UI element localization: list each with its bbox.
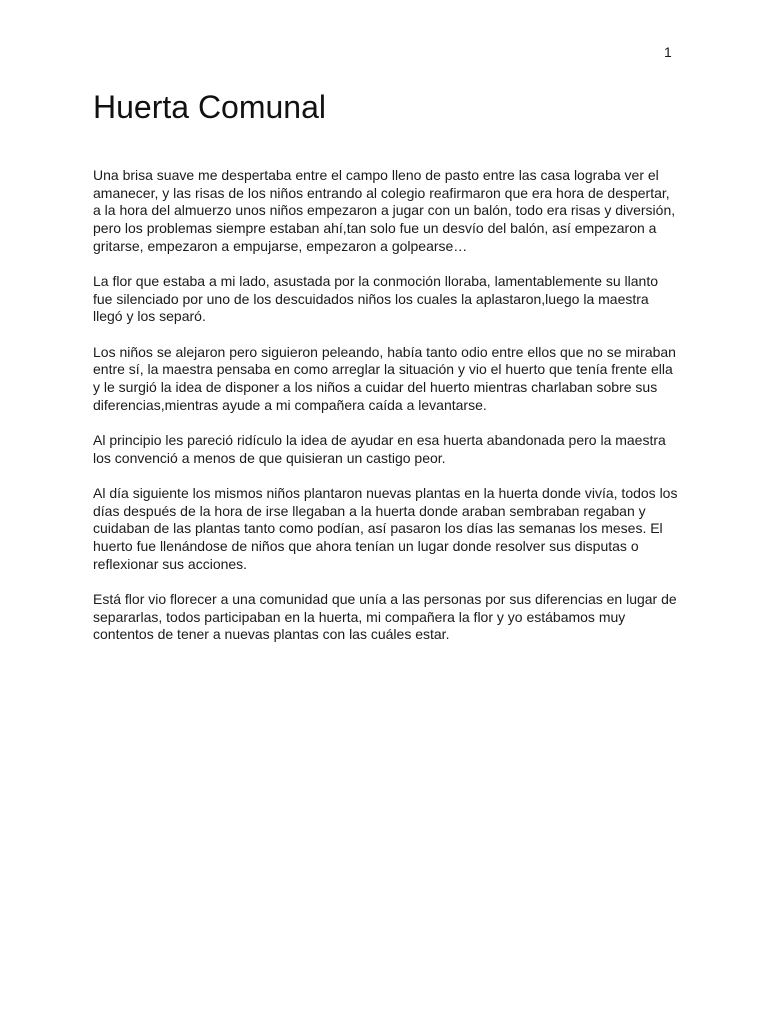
paragraph: La flor que estaba a mi lado, asustada por la conmoción lloraba, lamentablemente su llanto fue silenciado por uno de los descuidados niños los cuales la aplastaron,luego la maestra llegó y los separó. [93,273,659,325]
paragraph: Una brisa suave me despertaba entre el campo lleno de pasto entre las casa lograba ver el amanecer, y las risas de los niños entrando al colegio reafirmaron que era hora de despertar, a la hora del almuerzo unos niños empezaron a jugar con un balón, todo era risas y diversión, pero los problemas siempre estaban ahí,tan solo fue un desvío del balón, así empezaron a gritarse, empezaron a empujarse, empezaron a golpearse… [93,167,676,254]
paragraph: Los niños se alejaron pero siguieron peleando, había tanto odio entre ellos que no se miraban entre sí, la maestra pensaba en como arreglar la situación y vio el huerto que tenía frente ella y le surgió la idea de disponer a los niños a cuidar del huerto mientras charlaban sobre sus diferencias,mientras ayude a mi compañera caída a levantarse. [93,343,676,413]
document-body [93,167,678,661]
document-title: Huerta Comunal [93,89,326,125]
paragraph: Al principio les pareció ridículo la idea de ayudar en esa huerta abandonada pero la maestra los convenció a menos de que quisieran un castigo peor. [93,431,666,466]
paragraph: Al día siguiente los mismos niños plantaron nuevas plantas en la huerta donde vivía, todos los días después de la hora de irse llegaban a la huerta donde araban sembraban regaban y cuidaban de las plantas tanto como podían, así pasaron los días las semanas los meses. El huerto fue llenándose de niños que ahora tenían un lugar donde resolver sus disputas o reflexionar sus acciones. [93,484,678,572]
paragraph: Está flor vio florecer a una comunidad que unía a las personas por sus diferencias en lugar de separarlas, todos participaban en la huerta, mi compañera la flor y yo estábamos muy contentos de tener a nuevas plantas con las cuáles estar. [93,590,677,643]
page-number: 1 [664,44,672,60]
